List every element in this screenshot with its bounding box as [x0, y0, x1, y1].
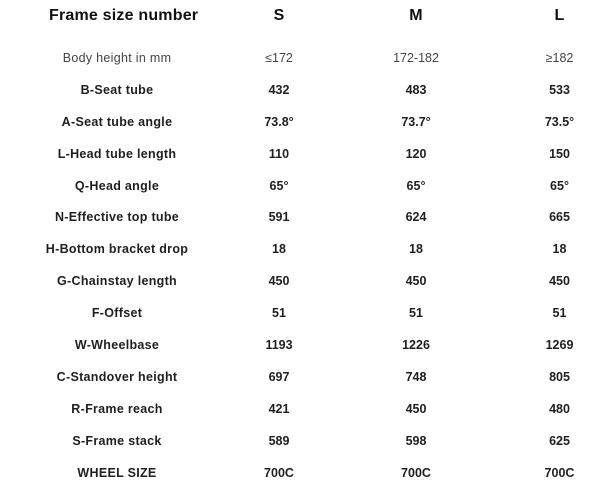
cell-l: 65°: [550, 178, 569, 193]
cell-s: 589: [268, 433, 290, 448]
cell-s: 65°: [269, 178, 289, 193]
cell-s: 73.8°: [264, 114, 294, 129]
cell-s: 421: [268, 401, 290, 416]
cell-m: 450: [405, 401, 427, 416]
row-label: R-Frame reach: [71, 401, 163, 416]
row-label: L-Head tube length: [57, 146, 177, 161]
cell-l: ≥182: [545, 50, 574, 65]
cell-s: 110: [268, 146, 290, 161]
cell-l: 51: [552, 306, 567, 321]
table-row: [0, 393, 611, 425]
cell-s: 18: [272, 242, 286, 257]
cell-s: 51: [272, 306, 286, 321]
table-row: [0, 201, 611, 233]
header-size-m: M: [409, 7, 423, 24]
cell-m: 51: [409, 306, 423, 321]
table-row: [0, 170, 611, 202]
header-size-s: S: [273, 7, 285, 24]
table-row: [0, 42, 611, 74]
table-row: [0, 74, 611, 106]
cell-m: 65°: [406, 178, 426, 193]
table-row: [0, 457, 611, 489]
cell-l: 73.5°: [544, 114, 575, 129]
row-label: G-Chainstay length: [57, 274, 177, 289]
table-row: [0, 265, 611, 297]
cell-l: 533: [549, 82, 570, 97]
row-label: C-Standover height: [56, 369, 178, 384]
cell-m: 624: [405, 210, 427, 225]
cell-l: 480: [549, 401, 570, 416]
cell-l: 665: [549, 210, 570, 225]
cell-m: 700C: [401, 465, 431, 480]
cell-s: 700C: [264, 465, 294, 480]
cell-m: 18: [409, 242, 423, 257]
cell-m: 450: [405, 274, 427, 289]
cell-l: 1269: [545, 337, 574, 352]
cell-l: 805: [549, 369, 570, 384]
table-row: [0, 297, 611, 329]
cell-m: 1226: [402, 337, 430, 352]
table-row: [0, 233, 611, 265]
cell-s: ≤172: [265, 50, 293, 65]
cell-m: 172-182: [393, 50, 439, 65]
table-row: [0, 329, 611, 361]
row-label: Body height in mm: [62, 50, 172, 65]
row-label: S-Frame stack: [72, 433, 162, 448]
header-size-l: L: [554, 7, 565, 24]
row-label: F-Offset: [91, 306, 143, 321]
cell-s: 591: [268, 210, 290, 225]
header-frame-size-number: Frame size number: [49, 7, 199, 24]
cell-m: 483: [405, 82, 427, 97]
cell-l: 450: [549, 274, 570, 289]
cell-s: 1193: [265, 337, 293, 352]
cell-s: 432: [268, 82, 290, 97]
cell-l: 18: [552, 242, 567, 257]
row-label: N-Effective top tube: [54, 210, 180, 225]
row-label: Q-Head angle: [74, 178, 160, 193]
cell-s: 697: [268, 369, 290, 384]
row-label: W-Wheelbase: [74, 337, 160, 352]
cell-l: 625: [549, 433, 570, 448]
table-row: [0, 138, 611, 170]
cell-m: 73.7°: [401, 114, 431, 129]
cell-l: 150: [549, 146, 570, 161]
header-spacer: [0, 32, 611, 42]
cell-m: 748: [405, 369, 427, 384]
row-label: A-Seat tube angle: [61, 114, 173, 129]
row-label: H-Bottom bracket drop: [45, 242, 189, 257]
table-row: [0, 106, 611, 138]
cell-l: 700C: [544, 465, 575, 480]
cell-m: 120: [405, 146, 427, 161]
table-row: [0, 425, 611, 457]
table-header-row: [0, 0, 611, 32]
row-label: B-Seat tube: [80, 82, 154, 97]
cell-s: 450: [268, 274, 290, 289]
row-label: WHEEL SIZE: [77, 465, 157, 480]
table-row: [0, 361, 611, 393]
cell-m: 598: [405, 433, 427, 448]
